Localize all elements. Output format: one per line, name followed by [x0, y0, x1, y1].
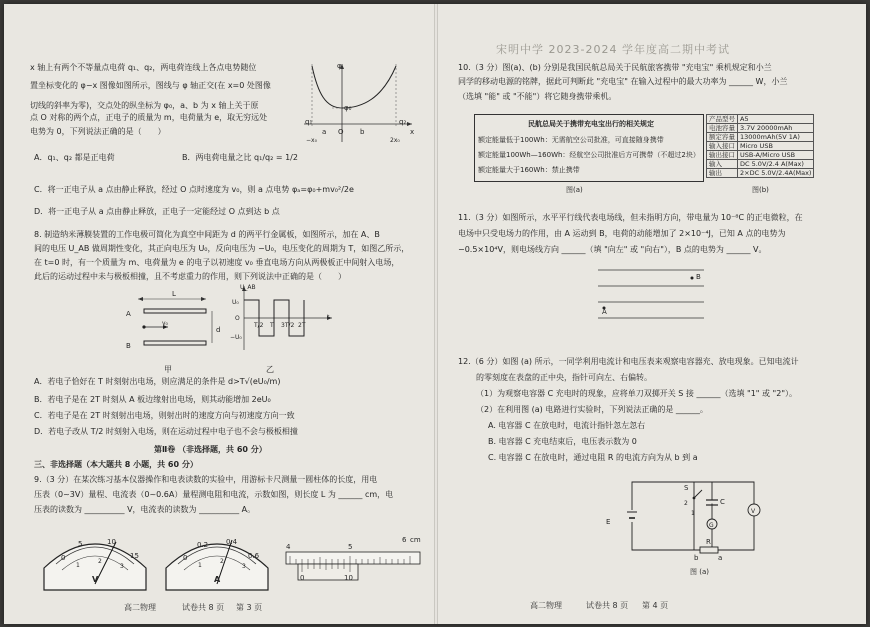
rule-item: 额定能量大于160Wh：禁止携带	[478, 166, 580, 174]
q7-line: 切线的斜率为零)，交点处的纵坐标为 φ₀，a、b 为 x 轴上关于原	[30, 101, 259, 110]
q8-line: 在 t=0 时，有一个质量为 m、电荷量为 e 的电子以初速度 v₀ 垂直电场方向从两极板正中间射入电场，	[34, 258, 400, 267]
spec-key: 输出接口	[707, 151, 738, 160]
section-heading: 三、非选择题（本大题共 8 小题，共 60 分）	[34, 460, 198, 469]
spec-row	[707, 151, 814, 160]
q12-line: （1）为观察电容器 C 充电时的现象，应将单刀双掷开关 S 接 ______（选填 "1" 或 "2"）。	[476, 389, 797, 398]
ammeter-tick: 0.6	[248, 552, 260, 560]
caliper-vernier-tick: 0	[300, 574, 305, 582]
spec-key: 电池容量	[707, 124, 738, 133]
q7-line: x 轴上有两个不等量点电荷 q₁、q₂，两电荷连线上各点电势随位	[30, 63, 257, 72]
spec-value: 13000mAh(5V 1A)	[738, 133, 814, 142]
spec-value: USB-A/Micro USB	[738, 151, 814, 160]
q11-line: 电场中只受电场力的作用，由 A 运动到 B，电荷的动能增加了 2×10⁻⁴J，已知 A 点的电势为	[458, 229, 786, 238]
q12-line: （2）在利用图 (a) 电路进行实验时，下列说法正确的是 ______。	[476, 405, 708, 414]
circuit-caption: 图 (a)	[690, 568, 709, 576]
spec-value: Micro USB	[738, 142, 814, 151]
spec-row	[707, 115, 814, 124]
fig-jia-caption: 甲	[164, 365, 172, 374]
q7-line: 置坐标变化的 φ−x 图像如图所示，图线与 φ 轴正交(在 x=0 处图像	[30, 81, 271, 90]
header-stamp: 宋明中学 2023-2024 学年度高二期中考试	[496, 43, 730, 56]
q8-line: 间的电压 U_AB 做周期性变化，其正向电压为 U₀，反向电压为 −U₀，电压变化的周期为 T，如图乙所示，	[34, 244, 410, 253]
circuit-label-e: E	[606, 518, 611, 526]
spec-value: DC 5.0V/2.4 A(Max)	[738, 160, 814, 169]
fig-yi-caption: 乙	[266, 365, 274, 374]
q11-line: −0.5×10⁴V，则电场线方向 ______（填 "向左" 或 "向右"），B 点的电势为 ______ V。	[458, 245, 767, 254]
graph-x-label: x	[410, 128, 415, 136]
fig-yi-tick-t: T	[270, 322, 274, 329]
graph-phi0-label: φ₀	[344, 104, 352, 112]
q8-line: 此后的运动过程中未与极板相撞，且不考虑重力的作用，则下列说法中正确的是（ ）	[34, 272, 346, 281]
spec-row	[707, 160, 814, 169]
vernier-caliper	[284, 540, 424, 586]
left-page	[4, 4, 435, 624]
q12-option-b: B. 电容器 C 充电结束后，电压表示数为 0	[488, 437, 637, 446]
fig-yi-tick-3half: 3T/2	[281, 322, 295, 329]
spec-row	[707, 142, 814, 151]
q11-line: 11.（3 分）如图所示，水平平行线代表电场线，但未指明方向，带电量为 10⁻⁸C 的正电微粒，在	[458, 213, 803, 222]
q10-line: 同学的移动电源的铭牌，据此可判断此 "充电宝" 在输入过程中的最大功率为 ______ W，小兰	[458, 77, 788, 86]
voltmeter-tick: 5	[78, 540, 83, 548]
circuit-label-v: V	[751, 508, 756, 515]
circuit-label-a: a	[718, 554, 723, 562]
ammeter-inner-tick: 3	[242, 563, 246, 570]
circuit-label-c: C	[720, 498, 725, 506]
ammeter-inner-tick: 1	[198, 562, 202, 569]
circuit-label-b: b	[694, 554, 699, 562]
footer-total-pages: 试卷共 8 页	[586, 601, 629, 610]
q9-line: 压表的读数为 __________ V，电流表的读数为 __________ A。	[34, 505, 256, 514]
q10-line: 10.（3 分）图(a)、(b) 分别是我国民航总局关于民航旅客携带 "充电宝" 乘机规定和小兰	[458, 63, 772, 72]
spec-key: 额定容量	[707, 133, 738, 142]
spec-key: 输入	[707, 160, 738, 169]
field-point-b: B	[696, 273, 701, 281]
rule-item: 额定能量100Wh—160Wh：经航空公司批准后方可携带（不超过2块）	[478, 151, 700, 159]
circuit-label-r: R	[706, 538, 711, 546]
q8-option-a: A．若电子恰好在 T 时刻射出电场，则应满足的条件是 d>T√(eU₀/m)	[34, 377, 281, 386]
powerbank-spec-table	[706, 114, 814, 178]
fig-yi-uab-label: U_AB	[240, 284, 256, 291]
q7-line: 电势为 0，下列说法正确的是（ ）	[30, 127, 166, 136]
graph-2x0-label: 2x₀	[390, 137, 400, 144]
fig-yi-t-axis-label: t	[327, 314, 330, 321]
ammeter-tick: 0.2	[197, 541, 209, 549]
phi-x-graph	[304, 64, 414, 144]
graph-origin-label: O	[338, 128, 344, 136]
footer-total-pages: 试卷共 8 页	[182, 603, 225, 612]
spec-row	[707, 133, 814, 142]
caliper-main-tick: 4	[286, 543, 291, 551]
field-point-a: A	[602, 308, 607, 316]
q7-option-b: B．两电荷电量之比 q₁/q₂ = 1/2	[182, 153, 298, 162]
caliper-main-tick: 5	[348, 543, 353, 551]
spec-row	[707, 124, 814, 133]
spec-key: 产品型号	[707, 115, 738, 124]
circuit-label-g: G	[709, 522, 714, 529]
q7-option-a: A．q₁、q₂ 都是正电荷	[34, 153, 115, 162]
spec-key: 输入接口	[707, 142, 738, 151]
spec-row	[707, 169, 814, 178]
graph-q2-label: q₂	[399, 118, 407, 126]
q8-option-c: C．若电子是在 2T 时刻射出电场，则射出时的速度方向与初速度方向一致	[34, 411, 295, 420]
footer-subject: 高二物理	[124, 603, 156, 612]
ammeter-label: A	[214, 575, 221, 584]
section-title: 第Ⅱ卷 （非选择题，共 60 分）	[154, 445, 267, 454]
caliper-main-tick: 6	[402, 536, 407, 544]
fig-jia-L-label: L	[172, 290, 176, 298]
q8-option-d: D．若电子改从 T/2 时刻射入电场，则在运动过程中电子也不会与极板相撞	[34, 427, 298, 436]
q7-option-c: C．将一正电子从 a 点由静止释放，经过 O 点时速度为 v₀，则 a 点电势 φₐ=φ₀+mv₀²/2e	[34, 185, 354, 194]
spec-value: 3.7V 20000mAh	[738, 124, 814, 133]
voltage-waveform	[234, 284, 334, 354]
plates-figure	[134, 289, 224, 359]
voltmeter-label: V	[92, 575, 99, 584]
graph-q1-label: q₁	[305, 118, 313, 126]
exam-spread	[4, 4, 866, 624]
q7-line: 点 O 对称的两个点，正电子的质量为 m，电荷量为 e，取无穷远处	[30, 113, 268, 122]
q12-line: 12.（6 分）如图 (a) 所示，一同学利用电流计和电压表来观察电容器充、放电现象。已知电流计	[458, 357, 799, 366]
spec-key: 输出	[707, 169, 738, 178]
fig-jia-plate-a-label: A	[126, 310, 131, 318]
footer-subject: 高二物理	[530, 601, 562, 610]
fig-a-caption: 图(a)	[566, 186, 583, 194]
fig-b-caption: 图(b)	[752, 186, 769, 194]
caliper-unit: cm	[410, 536, 421, 544]
voltmeter-inner-tick: 3	[120, 563, 124, 570]
fig-yi-u0-label: U₀	[232, 299, 239, 306]
circuit-label-2: 2	[684, 500, 688, 507]
rules-title: 民航总局关于携带充电宝出行的相关规定	[528, 120, 654, 128]
ammeter-tick: 0	[183, 554, 188, 562]
graph-phi-label: φ	[337, 62, 342, 70]
ammeter-inner-tick: 2	[220, 558, 224, 565]
ammeter-tick: 0.4	[226, 538, 238, 546]
fig-yi-tick-half: T/2	[254, 322, 264, 329]
q12-line: 的零刻度在表盘的正中央，指针可向左、右偏转。	[476, 373, 652, 382]
fig-yi-origin-label: O	[235, 315, 240, 322]
q9-line: 9.（3 分）在某次练习基本仪器操作和电表读数的实验中，用游标卡尺测量一圆柱体的长度，用电	[34, 475, 378, 484]
q9-line: 压表（0~3V）量程、电流表（0~0.6A）量程测电阻和电流，示数如图，则长度 L 为 ______ cm，电	[34, 490, 394, 499]
voltmeter-tick: 10	[107, 538, 116, 546]
q12-option-c: C. 电容器 C 在放电时，通过电阻 R 的电流方向为从 b 到 a	[488, 453, 698, 462]
voltmeter-inner-tick: 2	[98, 558, 102, 565]
voltmeter-tick: 15	[130, 552, 139, 560]
fig-yi-neg-u0-label: −U₀	[230, 334, 242, 341]
right-page	[436, 4, 866, 624]
caliper-vernier-tick: 10	[344, 574, 353, 582]
fig-jia-d-label: d	[216, 326, 221, 334]
circuit-label-s: S	[684, 484, 689, 492]
footer-page-number: 第 4 页	[642, 601, 669, 610]
circuit-label-1: 1	[691, 510, 695, 517]
q8-option-b: B．若电子是在 2T 时刻从 A 板边缘射出电场，则其动能增加 2eU₀	[34, 395, 271, 404]
footer-page-number: 第 3 页	[236, 603, 263, 612]
q10-line: （选填 "能" 或 "不能"）将它随身携带乘机。	[458, 92, 617, 101]
rule-item: 额定能量低于100Wh：无需航空公司批准，可直接随身携带	[478, 136, 664, 144]
q8-line: 8. 制造纳米薄膜装置的工作电极可简化为真空中间距为 d 的两平行金属板，如图所示，加在 A、B	[34, 230, 380, 239]
spec-value: 2×DC 5.0V/2.4A(Max)	[738, 169, 814, 178]
graph-b-label: b	[360, 128, 365, 136]
voltmeter-tick: 0	[61, 554, 66, 562]
graph-a-label: a	[322, 128, 327, 136]
field-lines-figure	[596, 262, 706, 322]
q7-option-d: D．将一正电子从 a 点由静止释放，正电子一定能经过 O 点到达 b 点	[34, 207, 280, 216]
fig-jia-v0-label: v₀	[162, 320, 168, 327]
fig-yi-tick-2t: 2T	[298, 322, 306, 329]
graph-neg-x0-label: −x₀	[306, 137, 317, 144]
fig-jia-plate-b-label: B	[126, 342, 131, 350]
q12-option-a: A. 电容器 C 在放电时，电流计指针忽左忽右	[488, 421, 646, 430]
spec-value: A5	[738, 115, 814, 124]
voltmeter-inner-tick: 1	[76, 562, 80, 569]
